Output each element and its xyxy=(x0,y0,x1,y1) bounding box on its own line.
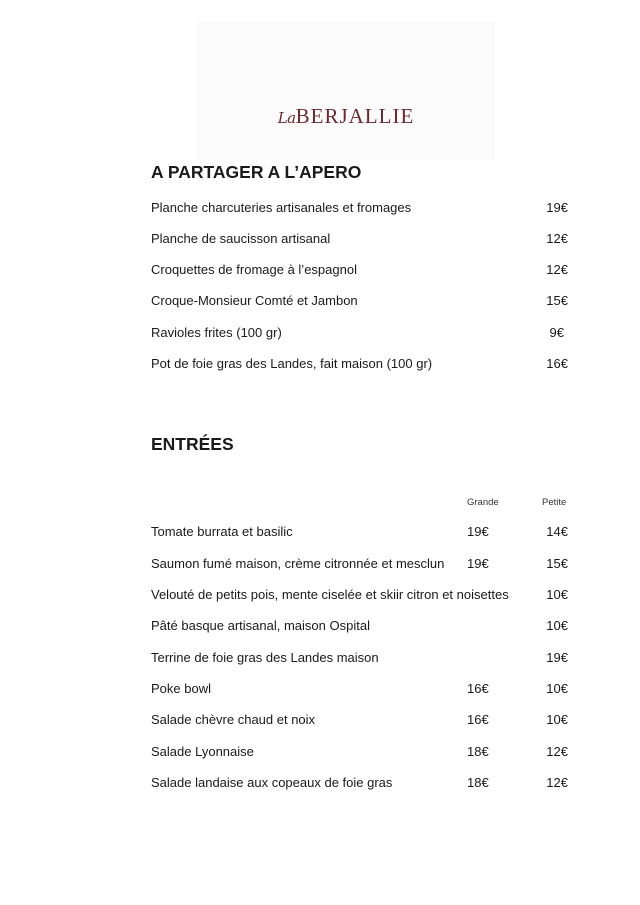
menu-item xyxy=(151,617,568,635)
menu-item xyxy=(151,261,568,279)
item-price-grande: 18€ xyxy=(467,775,489,790)
item-name: Tomate burrata et basilic xyxy=(151,524,293,539)
item-price-petite: 10€ xyxy=(546,712,568,727)
item-price-petite: 15€ xyxy=(546,556,568,571)
item-name: Salade landaise aux copeaux de foie gras xyxy=(151,775,393,790)
item-price-grande: 19€ xyxy=(467,524,489,539)
item-name: Ravioles frites (100 gr) xyxy=(151,325,282,340)
item-price-petite: 12€ xyxy=(546,744,568,759)
item-price-grande: 19€ xyxy=(467,556,489,571)
item-name: Salade Lyonnaise xyxy=(151,744,254,759)
menu-item xyxy=(151,774,568,792)
item-name: Velouté de petits pois, mente ciselée et skiir citron et noisettes xyxy=(151,587,509,602)
menu-item xyxy=(151,586,568,604)
menu-item xyxy=(151,649,568,667)
item-name: Croquettes de fromage à l’espagnol xyxy=(151,262,357,277)
item-price: 12€ xyxy=(546,262,568,277)
item-name: Planche charcuteries artisanales et fromages xyxy=(151,200,412,215)
item-price: 9€ xyxy=(549,325,564,340)
restaurant-logo xyxy=(197,106,495,129)
menu-item xyxy=(151,199,568,217)
item-price-petite: 10€ xyxy=(546,618,568,633)
item-name: Planche de saucisson artisanal xyxy=(151,231,331,246)
item-name: Salade chèvre chaud et noix xyxy=(151,712,316,727)
item-price-grande: 16€ xyxy=(467,712,489,727)
item-price-petite: 10€ xyxy=(546,681,568,696)
item-name: Pot de foie gras des Landes, fait maison (100 gr) xyxy=(151,356,433,371)
item-price: 19€ xyxy=(546,200,568,215)
item-name: Poke bowl xyxy=(151,681,211,696)
menu-item xyxy=(151,230,568,248)
column-header-petite: Petite xyxy=(542,497,567,508)
item-price: 12€ xyxy=(546,231,568,246)
logo-script-text: La xyxy=(277,109,296,127)
section-title-entrees: ENTRÉES xyxy=(151,434,234,454)
section-title-apero: A PARTAGER A L’APERO xyxy=(151,162,362,182)
item-price: 16€ xyxy=(546,356,568,371)
menu-item xyxy=(151,711,568,729)
column-header-grande: Grande xyxy=(467,497,499,508)
item-price-petite: 14€ xyxy=(546,524,568,539)
menu-item xyxy=(151,355,568,373)
item-price-petite: 10€ xyxy=(546,587,568,602)
item-price-grande: 16€ xyxy=(467,681,489,696)
logo-main-text: BERJALLIE xyxy=(295,104,415,128)
menu-item xyxy=(151,555,568,573)
item-name: Croque-Monsieur Comté et Jambon xyxy=(151,293,358,308)
menu-item xyxy=(151,523,568,541)
item-price-petite: 19€ xyxy=(546,650,568,665)
item-price-grande: 18€ xyxy=(467,744,489,759)
item-name: Terrine de foie gras des Landes maison xyxy=(151,650,379,665)
menu-item xyxy=(151,743,568,761)
menu-item xyxy=(151,292,568,310)
logo-panel xyxy=(197,22,495,160)
item-name: Saumon fumé maison, crème citronnée et mesclun xyxy=(151,556,445,571)
menu-item xyxy=(151,680,568,698)
item-name: Pâté basque artisanal, maison Ospital xyxy=(151,618,370,633)
item-price-petite: 12€ xyxy=(546,775,568,790)
menu-item xyxy=(151,324,568,342)
item-price: 15€ xyxy=(546,293,568,308)
